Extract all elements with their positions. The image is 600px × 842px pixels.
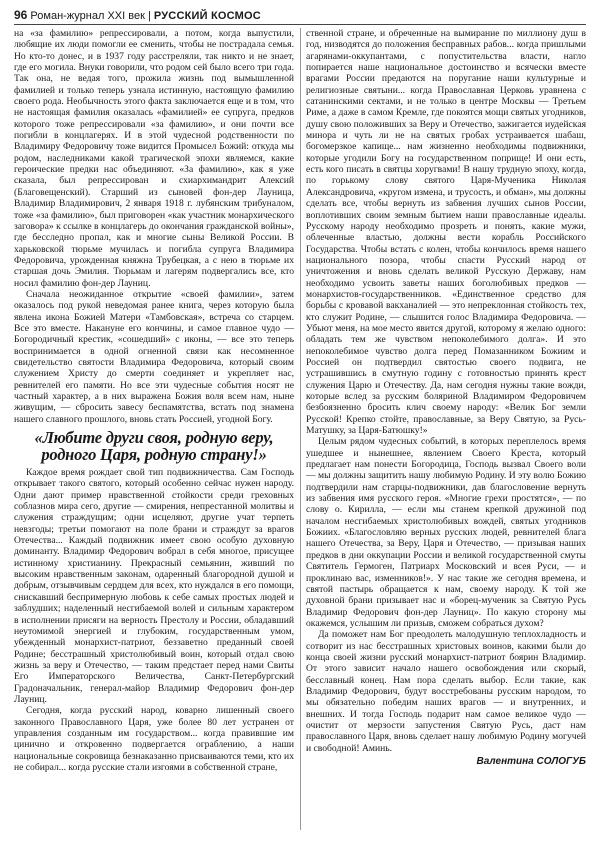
paragraph: Целым рядом чудесных событий, в которых переплелось время ушедшее и нынешнее, явлением Своего Креста, который предлагает нам понести Богородица, Господь вызвал Своего воли — мы должны защитить нашу любимую Родину. И эту волю Божию подтвердили нам старцы-подвижники, дав благословение вернуть из забвения имя русского героя. «Многие грехи простятся», — по слову о. Кирилла, — если мы станем крепкой дружиной под началом несгибаемых христолюбивых вождей, святых угодников Божиих. «Благословляю верных русских людей, ревнителей блага нашего Отечества, за Веру, Царя и Отечество, — призывая наших предков в дни оккупации России и великой государственной смуты Святитель Гермоген, Патриарх Московский и всея Руси, — и проклинаю вас, изменников!». У нас такие же сегодня времена, и святой пастырь обращается к нам, своему народу. К той же духовной брани призывает нас и «борец-мученик за Святую Русь Владимир Федорович фон-дер Лауниц». По какую сторону мы окажемся, услышим ли призыв, сможем собраться духом?	[306, 436, 586, 629]
right-column	[306, 28, 586, 838]
author-signature: Валентина СОЛОГУБ	[476, 756, 586, 767]
paragraph: Каждое время рождает свой тип подвижничества. Сам Господь открывает такого святого, который особенно сейчас нужен народу. Одни дают пример нравственной стойкости среди греховных соблазнов мира сего, другие — смирения, непрестанной молитвы и служения страждущим; одни исцеляют, другие учат терпеть невзгоды; третьи помогают на поле брани и страждут за врагов Отечества... Каждый подвижник имеет свою особую духовную доминанту. Владимир Федорович вобрал в себя многое, присущее истинному христианину. Прекрасный семьянин, живший по высоким нравственным законам, одаренный благородной душой и добрым, отзывчивым сердцем для всех, кто нуждался в его помощи, снискавший беспримерную любовь к себе самых простых людей и заблудших; наделенный несгибаемой волей и сильным характером в исполнении присяги на верность Престолу и России, обладавший неутомимой энергией и глубоким, государственным умом, убежденный монархист-патриот, беззаветно преданный своей Родине; бесстрашный христолюбивый воин, который отдал свою жизнь за веру и Отечество, — таким предстает перед нами Свиты Его Императорского Величества, Санкт-Петербургский Градоначальник, генерал-майор Владимир Федорович фон-дер Лауниц.	[14, 467, 294, 705]
header-rule	[14, 24, 586, 25]
subheading: «Любите други своя, родную веру, родного Царя, родную страну!»	[34, 428, 274, 465]
paragraph: ственной стране, и обреченные на вымирание по миллиону душ в год, низводятся до положения бесправных рабов... когда пришлыми агарянами-оккупантами, с попустительства власти, нагло попирается наше национальное достоинство и всячески вместе врагами России предаются на поругание наши культурные и религиозные святыни... когда Православная Церковь уравнена с сатанинскими сектами, и не только в центре Москвы — Третьем Риме, а даже в самом Кремле, где покоятся мощи святых угодников, душу свою положивших за Веру и Отечество, зажигается иудейская минора и чуть ли не на святых гробах устраивается шабаш, богомерзкое капище... нам жизненно необходимы подвижники, которые угодили Богу на государственном поприще! И они есть, есть кого писать в святцы хоругвами! В нашу трудную эпоху, когда, по горькому слову святого Царя-Мученика Николая Александровича, «кругом измена, и трусость, и обман», мы должны сделать все, чтобы вернуть из забвения лучших сынов России, воплотивших своим земным бытием наши православные идеалы. Русскому народу необходимо прозреть и понять, какие мужи, облеченные властью, должны вести корабль Российского Государства. Чтобы встать с колен, чтобы кончилось время нашего национального позора, чтобы спасти Русский народ от уничтожения и вновь сделать великой Русскую Державу, нам необходимо усвоить заветы наших боголюбивых предков — монархистов-государственников. «Единственное средство для борьбы с кровавой вакханалией — это непреклонная стойкость тех, кто служит Родине, — слышится голос Владимира Федоровича. — Убьют меня, на мое место явится другой, которому я желаю одного: обладать тем же чувством непоколебимого долга». И это непоколебимое чувство долга перед Помазанником Божиим и Россией он подтвердил святостью своего подвига, не устрашившись в смутную годину с готовностью принять крест служения Царю и Отечеству. Да, нам сегодня нужны такие вожди, которые вслед за русским боляриной Владимиром Федоровичем безбоязненно бросить клич своему народу: «Велик Бог земли Русской! Крепко стойте, православные, за Веру Святую, за Русь-Матушку, за Царя-Батюшку!»	[306, 28, 586, 437]
paragraph: на «за фамилию» репрессировали, а потом, когда выпустили, любящие их люди помогли ее сменить, чтобы не пострадала семья. Но кто-то донес, и в 1937 году расстреляли, так никто и не знает, где его могила. Внуки говорили, что родом сей было всего три года. Так она, не ведая того, прожила жизнь под вымышленной фамилией и только теперь узнала истинную, настоящую фамилию своего рода. Необычность этого факта заключается еще и в том, что не настоящая фамилия оказалась «фамилией» ее супруга, предков которого тоже репрессировали «за фамилию», и они почти все погибли в концлагерях. И в этой чудесной родственности по Владимиру Федоровичу тоже видится Промысел Божий: откуда мы родом, наследниками какой трагической эпохи являемся, какие героические предки нас объединяют. «За фамилию», как я уже сказала, был репрессирован и схиархимандрит Алексий (Благовещенский). Старший из сыновей фон-дер Лауница, Владимир Владимирович, 2 января 1918 г. лубянским трибуналом, тоже «за фамилию», был приговорен «как участник монархического заговора» к ссылке в концлагерь до окончания гражданской войны», где бесследно пропал, как и многие сыны Великой России. В харьковской тюрьме мучилась и погибла супруга Владимира Федоровича, урожденная княжна Трубецкая, а с нею в тюрьме их старшая дочь Эмилия. Тюрьмам и лагерям подвергались все, кто носил фамилию фон-дер Лауниц.	[14, 28, 294, 289]
page-number: 96	[14, 8, 28, 22]
paragraph: Сегодня, когда русский народ, коварно лишенный своего законного Православного Царя, уже более 80 лет устранен от управления созданным им государством... когда правившие им цинично и откровенно подвергается ограблению, а наши национальные сокровища безнаказанно присваиваются теми, кто их не собирал... когда русские стали изгоями в собственной стране,	[14, 705, 294, 773]
section-title: РУССКИЙ КОСМОС	[153, 10, 261, 22]
journal-name: Роман-журнал XXI век	[30, 10, 145, 22]
left-column	[14, 28, 294, 838]
paragraph: Да поможет нам Бог преодолеть малодушную теплохладность и сотворит из нас бесстрашных христовых воинов, какими были до конца своей жизни русский монархист-патриот боярин Владимир. От этого зависит начало нашего освобождения или скорый, бесславный конец. Нам пора сделать выбор. Если такие, как Владимир Федорович, будут восстребованы русским народом, то мы обязательно победим наших врагов — и внутренних, и внешних. И тогда Господь подарит нам самое великое чудо — очистит от мерзости запустения Святую Русь, даст нам православного Царя, вновь сделает нашу любимую Родину могучей и свободной! Аминь.	[306, 629, 586, 754]
page-header	[14, 6, 586, 24]
paragraph: Сначала неожиданное открытие «своей фамилии», затем оказалось под рукой неведомая ранее книга, через которую была явлена икона Божией Матери «Тамбовская», встреча со старцем. Все это вместе. Накануне его кончины, и самое главное чудо — Богородичный крестик, «сошедший» с иконы, — все это теперь воспринимается в одной огненной связи как несомненное свидетельство святости Владимира Федоровича, который своим служением Христу до смерти соединяет и укрепляет нас, ревнителей его памяти. Но все эти чудесные события носят не частный характер, а в них выражена Божия воля всем нам, ныне живущим, — сбросить завесу беспамятства, встать под знамена нашего славного прошлого, вновь стать Россией, угодной Богу.	[14, 288, 294, 425]
column-separator	[300, 28, 301, 830]
header-separator: |	[144, 10, 154, 22]
